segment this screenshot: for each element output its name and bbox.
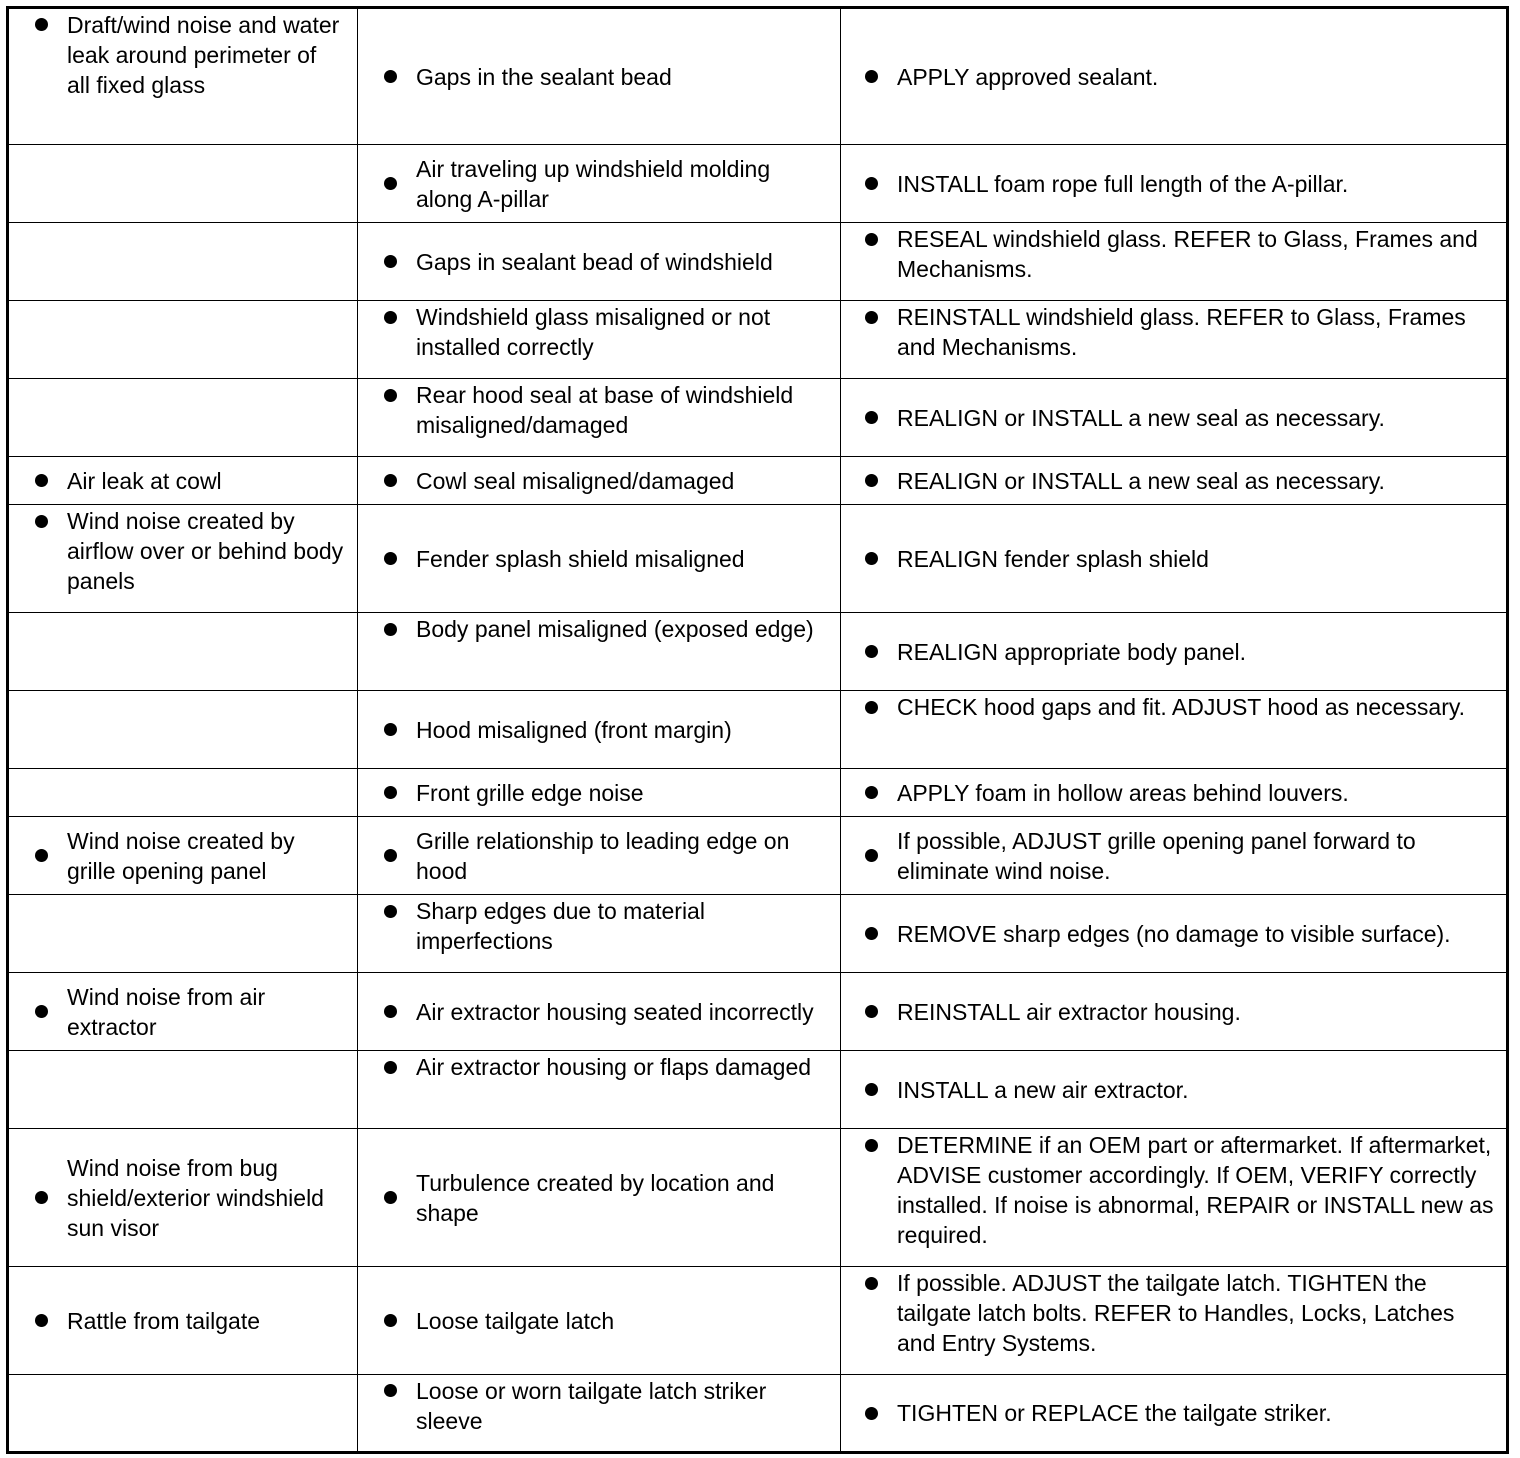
bullet-icon — [384, 1052, 416, 1082]
symptom-cell — [8, 769, 358, 817]
symptom-cell — [8, 1051, 358, 1129]
symptom-text: Wind noise from air extractor — [67, 983, 266, 1040]
table-row — [8, 769, 1508, 817]
action-text: CHECK hood gaps and fit. ADJUST hood as necessary. — [897, 694, 1466, 720]
bullet-item — [9, 458, 357, 503]
bullet-icon — [384, 715, 416, 745]
bullet-item — [841, 818, 1506, 893]
table-row — [8, 1375, 1508, 1453]
bullet-icon — [865, 919, 897, 949]
action-cell — [841, 1375, 1508, 1453]
table-row — [8, 457, 1508, 505]
bullet-icon — [865, 1268, 897, 1298]
bullet-item — [358, 224, 840, 299]
diagnosis-table-body — [8, 8, 1508, 1453]
bullet-icon — [384, 62, 416, 92]
action-text: INSTALL foam rope full length of the A-pillar. — [897, 170, 1349, 197]
symptom-cell — [8, 457, 358, 505]
bullet-icon — [384, 1183, 416, 1213]
bullet-item — [841, 974, 1506, 1049]
action-text: APPLY approved sealant. — [897, 63, 1159, 90]
bullet-item — [358, 458, 840, 503]
bullet-icon — [865, 1075, 897, 1105]
bullet-icon — [865, 1130, 897, 1160]
cause-text: Body panel misaligned (exposed edge) — [416, 616, 814, 642]
bullet-icon — [35, 1183, 67, 1213]
symptom-cell — [8, 1267, 358, 1375]
action-cell — [841, 973, 1508, 1051]
bullet-item — [841, 1052, 1506, 1127]
bullet-icon — [865, 692, 897, 722]
bullet-item — [358, 818, 840, 893]
symptom-cell — [8, 817, 358, 895]
cause-text: Loose or worn tailgate latch striker sleeve — [416, 1377, 767, 1434]
bullet-item — [358, 1052, 840, 1127]
bullet-icon — [865, 997, 897, 1027]
bullet-icon — [865, 403, 897, 433]
action-cell — [841, 145, 1508, 223]
bullet-icon — [35, 466, 67, 496]
cause-text: Rear hood seal at base of windshield misaligned/damaged — [416, 382, 794, 438]
bullet-icon — [865, 841, 897, 871]
action-text: DETERMINE if an OEM part or aftermarket. If aftermarket, ADVISE customer accordingly. If OEM, VERIFY correctly installed. If noise is abnormal, REPAIR or INSTALL new as required. — [897, 1132, 1494, 1248]
bullet-icon — [865, 1398, 897, 1428]
bullet-item — [358, 1376, 840, 1451]
bullet-item — [358, 380, 840, 455]
bullet-item — [358, 146, 840, 221]
bullet-icon — [384, 614, 416, 644]
table-row — [8, 691, 1508, 769]
cause-cell — [358, 505, 841, 613]
bullet-icon — [35, 997, 67, 1027]
bullet-item — [9, 818, 357, 893]
action-cell — [841, 769, 1508, 817]
action-text: REINSTALL air extractor housing. — [897, 998, 1241, 1025]
action-cell — [841, 223, 1508, 301]
action-text: REINSTALL windshield glass. REFER to Glass, Frames and Mechanisms. — [897, 304, 1466, 360]
bullet-item — [358, 302, 840, 377]
symptom-cell — [8, 895, 358, 973]
bullet-item — [841, 1268, 1506, 1373]
bullet-item — [358, 692, 840, 767]
symptom-text: Rattle from tailgate — [67, 1307, 261, 1334]
bullet-item — [841, 10, 1506, 144]
bullet-icon — [384, 247, 416, 277]
action-cell — [841, 1051, 1508, 1129]
cause-cell — [358, 895, 841, 973]
cause-cell — [358, 8, 841, 145]
cause-cell — [358, 973, 841, 1051]
bullet-item — [841, 770, 1506, 815]
bullet-item — [358, 614, 840, 689]
bullet-item — [841, 1376, 1506, 1451]
bullet-icon — [384, 302, 416, 332]
cause-text: Grille relationship to leading edge on hood — [416, 827, 790, 884]
cause-text: Front grille edge noise — [416, 779, 644, 806]
bullet-item — [841, 692, 1506, 767]
table-row — [8, 895, 1508, 973]
bullet-item — [841, 506, 1506, 611]
bullet-icon — [384, 466, 416, 496]
action-text: APPLY foam in hollow areas behind louvers. — [897, 779, 1349, 806]
bullet-icon — [865, 778, 897, 808]
bullet-item — [841, 224, 1506, 299]
action-cell — [841, 1267, 1508, 1375]
symptom-cell — [8, 505, 358, 613]
table-row — [8, 817, 1508, 895]
bullet-item — [9, 1130, 357, 1265]
cause-text: Cowl seal misaligned/damaged — [416, 467, 735, 494]
action-cell — [841, 691, 1508, 769]
cause-text: Air extractor housing or flaps damaged — [416, 1054, 812, 1080]
bullet-icon — [384, 380, 416, 410]
cause-text: Loose tailgate latch — [416, 1307, 615, 1334]
action-text: RESEAL windshield glass. REFER to Glass, Frames and Mechanisms. — [897, 226, 1478, 282]
symptom-cell — [8, 973, 358, 1051]
symptom-cell — [8, 691, 358, 769]
bullet-item — [358, 10, 840, 144]
table-row — [8, 145, 1508, 223]
bullet-item — [841, 380, 1506, 455]
symptom-cell — [8, 379, 358, 457]
cause-text: Air traveling up windshield molding along A-pillar — [416, 155, 771, 212]
cause-text: Sharp edges due to material imperfections — [416, 898, 705, 954]
symptom-text: Wind noise created by grille opening panel — [67, 827, 295, 884]
cause-cell — [358, 1051, 841, 1129]
bullet-icon — [865, 169, 897, 199]
table-row — [8, 1051, 1508, 1129]
action-cell — [841, 505, 1508, 613]
bullet-item — [358, 1268, 840, 1373]
symptom-text: Air leak at cowl — [67, 467, 222, 494]
bullet-icon — [865, 544, 897, 574]
action-cell — [841, 8, 1508, 145]
action-text: TIGHTEN or REPLACE the tailgate striker. — [897, 1400, 1332, 1426]
table-row — [8, 1267, 1508, 1375]
symptom-cell — [8, 8, 358, 145]
bullet-icon — [865, 224, 897, 254]
action-cell — [841, 379, 1508, 457]
table-row — [8, 223, 1508, 301]
bullet-icon — [865, 637, 897, 667]
cause-text: Windshield glass misaligned or not installed correctly — [416, 304, 771, 360]
symptom-cell — [8, 613, 358, 691]
bullet-icon — [865, 302, 897, 332]
symptom-cell — [8, 145, 358, 223]
bullet-icon — [384, 841, 416, 871]
cause-text: Fender splash shield misaligned — [416, 545, 745, 572]
bullet-icon — [384, 997, 416, 1027]
action-text: REMOVE sharp edges (no damage to visible surface). — [897, 920, 1451, 947]
bullet-icon — [384, 1376, 416, 1406]
bullet-item — [358, 1130, 840, 1265]
bullet-item — [9, 506, 357, 611]
action-text: INSTALL a new air extractor. — [897, 1076, 1189, 1103]
bullet-item — [841, 896, 1506, 971]
action-text: REALIGN fender splash shield — [897, 545, 1209, 572]
bullet-icon — [865, 466, 897, 496]
action-cell — [841, 613, 1508, 691]
bullet-icon — [35, 1306, 67, 1336]
bullet-icon — [384, 1306, 416, 1336]
cause-cell — [358, 613, 841, 691]
bullet-item — [841, 302, 1506, 377]
cause-text: Turbulence created by location and shape — [416, 1169, 775, 1226]
cause-cell — [358, 1129, 841, 1267]
table-row — [8, 613, 1508, 691]
bullet-icon — [35, 506, 67, 536]
bullet-item — [841, 146, 1506, 221]
cause-cell — [358, 769, 841, 817]
action-text: REALIGN appropriate body panel. — [897, 638, 1247, 665]
action-cell — [841, 1129, 1508, 1267]
bullet-icon — [865, 62, 897, 92]
bullet-item — [358, 506, 840, 611]
cause-cell — [358, 145, 841, 223]
action-text: If possible. ADJUST the tailgate latch. TIGHTEN the tailgate latch bolts. REFER to Handles, Locks, Latches and Entry Systems. — [897, 1270, 1455, 1356]
cause-cell — [358, 223, 841, 301]
action-cell — [841, 457, 1508, 505]
bullet-icon — [35, 841, 67, 871]
action-cell — [841, 301, 1508, 379]
symptom-cell — [8, 223, 358, 301]
bullet-item — [358, 974, 840, 1049]
cause-text: Air extractor housing seated incorrectly — [416, 998, 814, 1025]
diagnosis-table — [6, 6, 1509, 1454]
cause-cell — [358, 1375, 841, 1453]
bullet-item — [841, 614, 1506, 689]
action-cell — [841, 895, 1508, 973]
bullet-item — [841, 1130, 1506, 1265]
cause-cell — [358, 379, 841, 457]
bullet-item — [9, 974, 357, 1049]
action-text: If possible, ADJUST grille opening panel forward to eliminate wind noise. — [897, 827, 1416, 884]
symptom-cell — [8, 1375, 358, 1453]
cause-text: Hood misaligned (front margin) — [416, 716, 732, 743]
cause-cell — [358, 817, 841, 895]
action-text: REALIGN or INSTALL a new seal as necessary. — [897, 404, 1385, 431]
bullet-icon — [384, 169, 416, 199]
bullet-item — [9, 10, 357, 144]
bullet-icon — [384, 778, 416, 808]
symptom-cell — [8, 301, 358, 379]
bullet-item — [9, 1268, 357, 1373]
bullet-item — [358, 896, 840, 971]
bullet-icon — [384, 896, 416, 926]
action-text: REALIGN or INSTALL a new seal as necessary. — [897, 467, 1385, 494]
bullet-icon — [384, 544, 416, 574]
symptom-cell — [8, 1129, 358, 1267]
bullet-icon — [35, 10, 67, 40]
table-row — [8, 8, 1508, 145]
action-cell — [841, 817, 1508, 895]
table-row — [8, 973, 1508, 1051]
symptom-text: Draft/wind noise and water leak around perimeter of all fixed glass — [67, 11, 340, 98]
table-row — [8, 505, 1508, 613]
cause-cell — [358, 457, 841, 505]
bullet-item — [358, 770, 840, 815]
symptom-text: Wind noise from bug shield/exterior windshield sun visor — [67, 1154, 324, 1241]
cause-cell — [358, 691, 841, 769]
cause-text: Gaps in sealant bead of windshield — [416, 248, 773, 275]
cause-text: Gaps in the sealant bead — [416, 63, 672, 90]
table-row — [8, 1129, 1508, 1267]
cause-cell — [358, 301, 841, 379]
table-row — [8, 379, 1508, 457]
symptom-text: Wind noise created by airflow over or behind body panels — [67, 508, 344, 594]
table-row — [8, 301, 1508, 379]
bullet-item — [841, 458, 1506, 503]
cause-cell — [358, 1267, 841, 1375]
